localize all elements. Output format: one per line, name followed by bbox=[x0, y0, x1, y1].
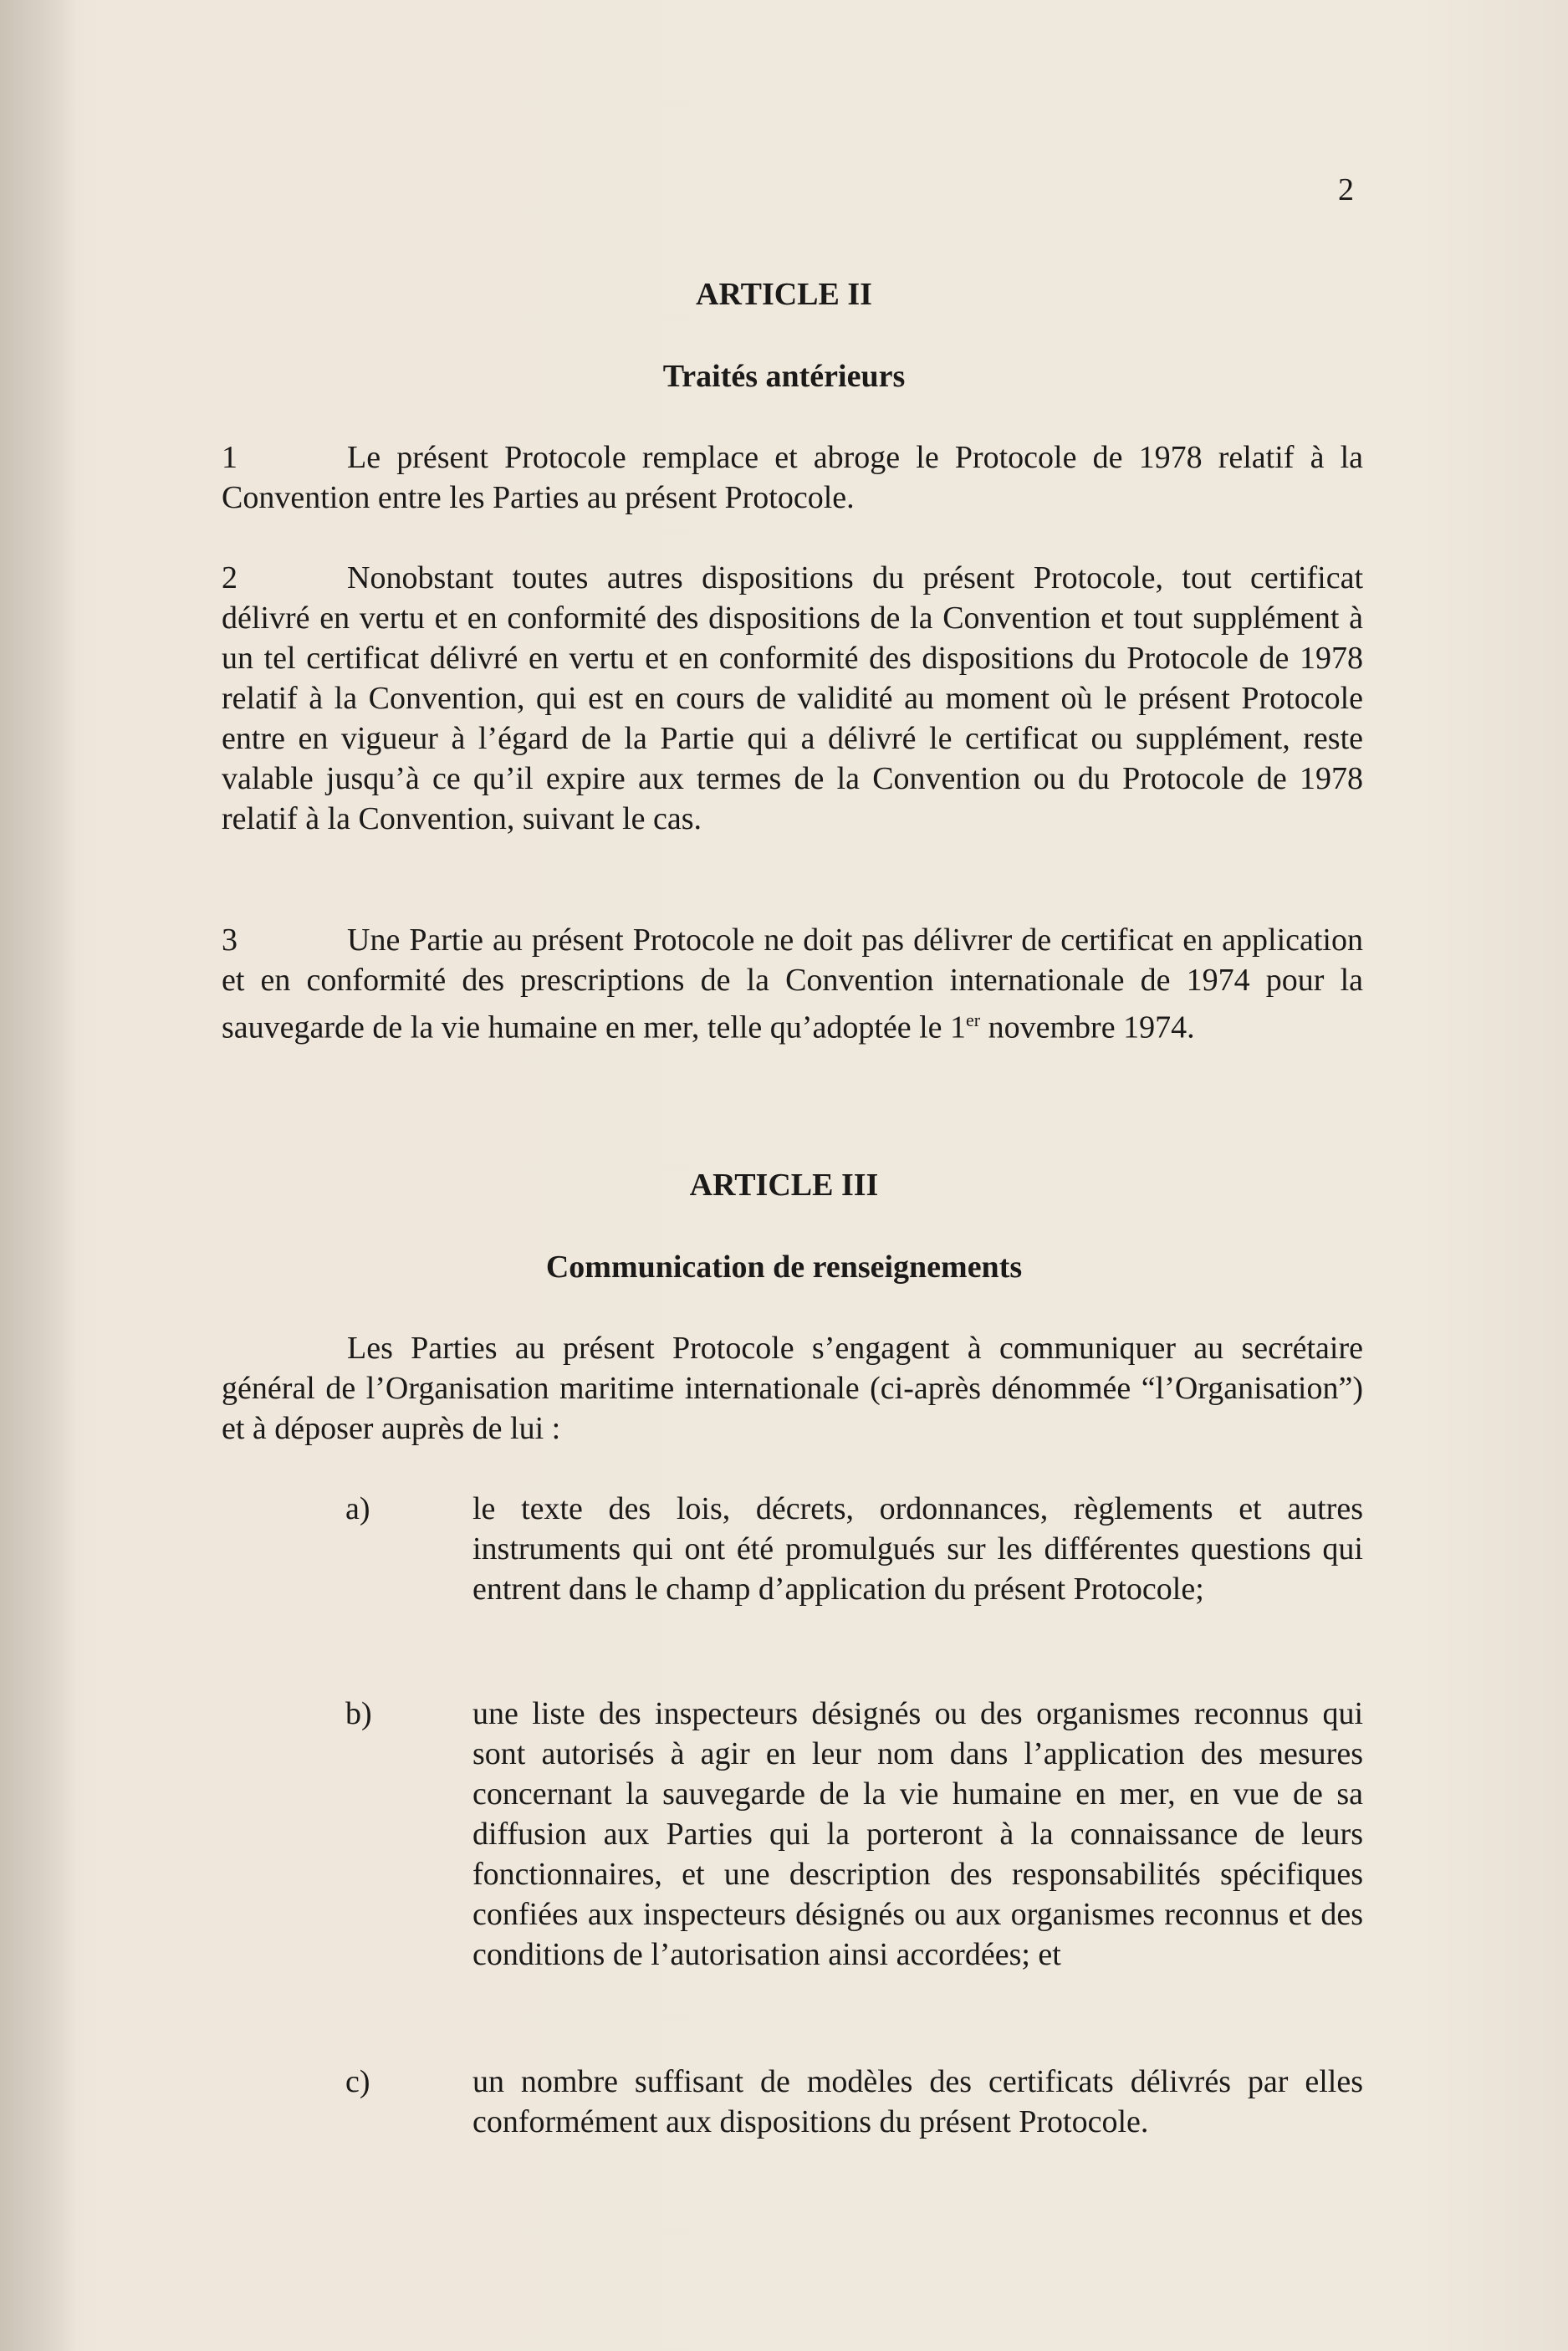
article-2-paragraph-1 bbox=[222, 437, 1363, 518]
list-item-c bbox=[222, 2062, 1363, 2142]
article-2-title: ARTICLE II bbox=[696, 277, 872, 312]
list-item-letter: b) bbox=[345, 1696, 372, 1731]
article-2-subtitle: Traités antérieurs bbox=[662, 359, 906, 394]
article-3-title: ARTICLE III bbox=[689, 1168, 879, 1203]
paragraph-number: 3 bbox=[222, 923, 237, 958]
paragraph-text: Nonobstant toutes autres dispositions du présent Protocole, tout certificat délivré en vertu et en conformité des dispositions de la Convention et tout supplément à un tel certificat délivré en vertu et en conformité des dispositions du Protocole de 1978 relatif à la Convention, qui est en cours de validité au moment où le présent Protocole entre en vigueur à l’égard de la Partie qui a délivré le certificat ou supplément, reste valable jusqu’à ce qu’il expire aux termes de la Convention ou du Protocole de 1978 relatif à la Convention, suivant le cas. bbox=[222, 560, 1363, 836]
article-3-subtitle: Communication de renseignements bbox=[545, 1250, 1023, 1285]
paragraph-number: 1 bbox=[222, 440, 237, 475]
paragraph-text-tail: novembre 1974. bbox=[980, 1009, 1195, 1045]
paragraph-number: 2 bbox=[222, 560, 237, 595]
list-item-text: une liste des inspecteurs désignés ou des organismes reconnus qui sont autorisés à agir en leur nom dans l’application des mesures concernant la sauvegarde de la vie humaine en mer, en vue de sa diffusion aux Parties qui la porteront à la connaissance de leurs fonctionnaires, et une description des responsabilités spécifiques confiées aux inspecteurs désignés ou aux organismes reconnus et des conditions de l’autorisation ainsi accordées; et bbox=[472, 1696, 1363, 1972]
page-number: 2 bbox=[1338, 172, 1354, 207]
article-2-paragraph-2 bbox=[222, 558, 1363, 839]
superscript: er bbox=[966, 1009, 981, 1030]
list-item-a bbox=[222, 1489, 1363, 1609]
list-item-letter: a) bbox=[345, 1491, 370, 1526]
article-3-intro bbox=[222, 1328, 1363, 1449]
paragraph-text: Le présent Protocole remplace et abroge le Protocole de 1978 relatif à la Convention entre les Parties au présent Protocole. bbox=[222, 440, 1363, 515]
list-item-letter: c) bbox=[345, 2064, 370, 2099]
paragraph-text: Les Parties au présent Protocole s’engagent à communiquer au secrétaire général de l’Organisation maritime internationale (ci-après dénommée “l’Organisation”) et à déposer auprès de lui : bbox=[222, 1331, 1363, 1446]
list-item-text: le texte des lois, décrets, ordonnances, règlements et autres instruments qui ont été promulgués sur les différentes questions qui entrent dans le champ d’application du présent Protocole; bbox=[472, 1491, 1363, 1607]
article-2-paragraph-3 bbox=[222, 920, 1363, 1048]
list-item-b bbox=[222, 1694, 1363, 1975]
list-item-text: un nombre suffisant de modèles des certificats délivrés par elles conformément aux dispositions du présent Protocole. bbox=[472, 2064, 1363, 2139]
paragraph-text: Une Partie au présent Protocole ne doit pas délivrer de certificat en application et en conformité des prescriptions de la Convention internationale de 1974 pour la sauvegarde de la vie humaine en mer, telle qu’adoptée le 1 bbox=[222, 923, 1363, 1045]
